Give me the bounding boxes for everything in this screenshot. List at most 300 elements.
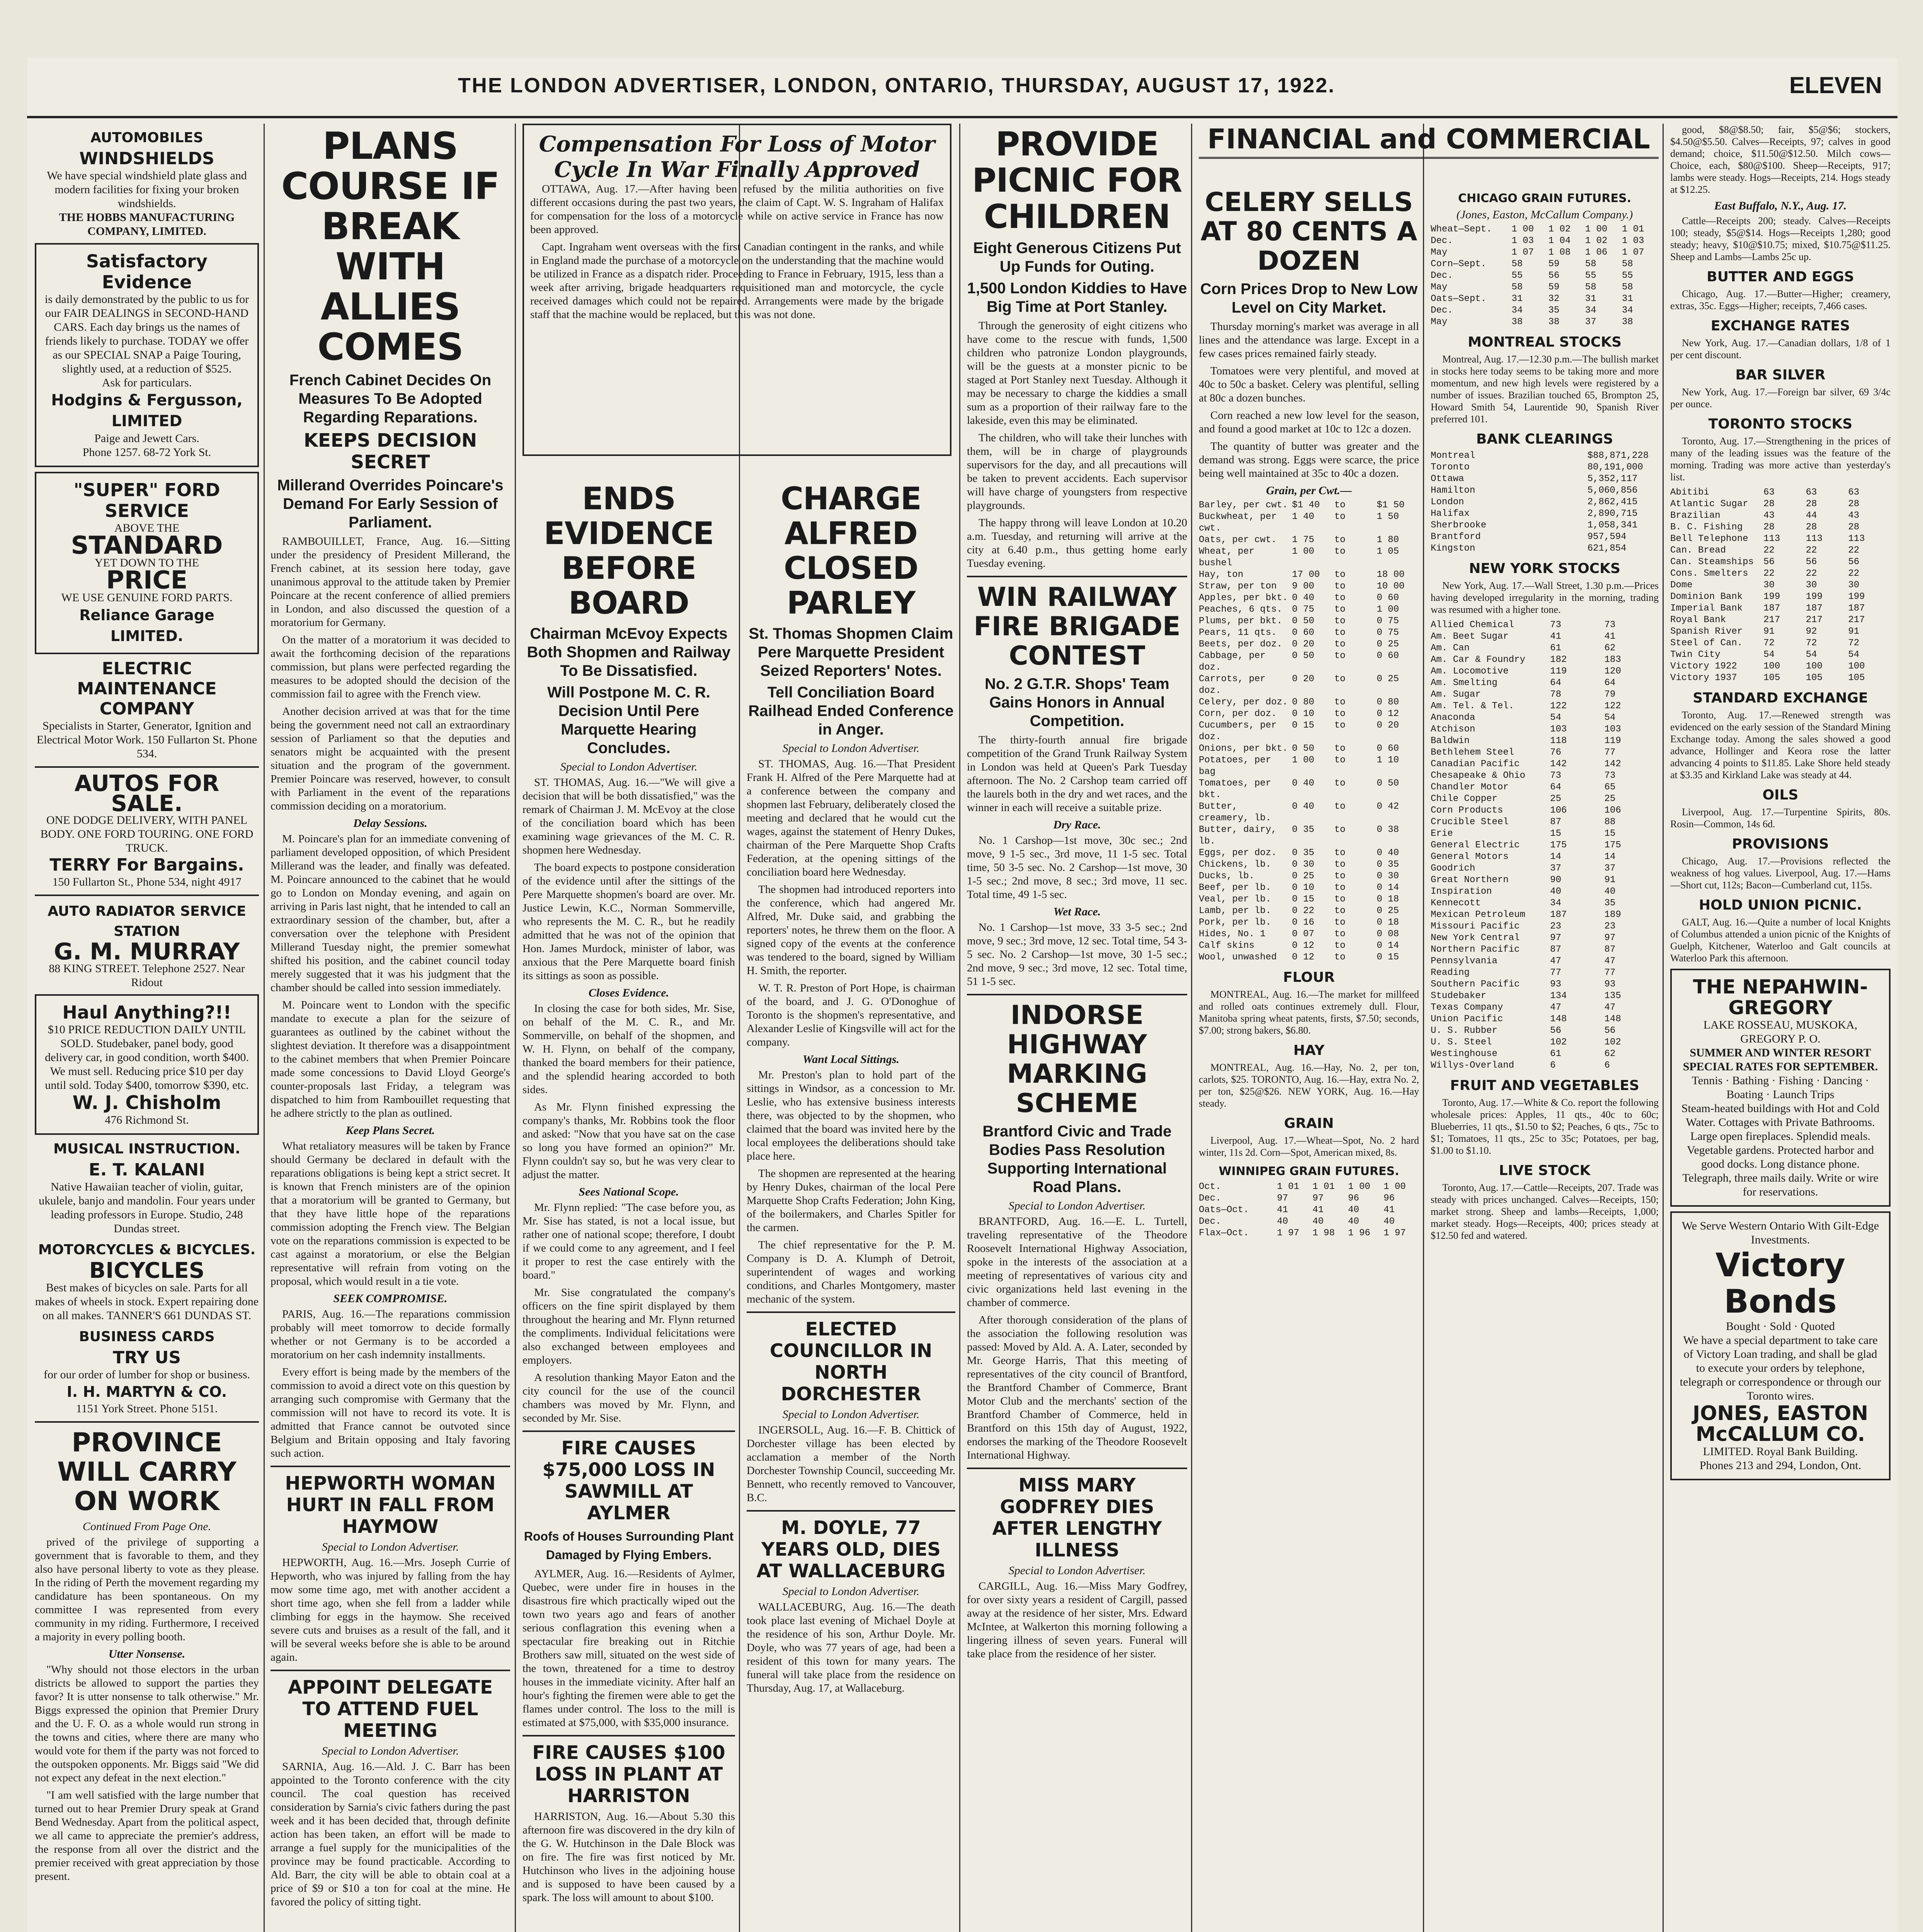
table-cell: 182 — [1550, 655, 1567, 665]
ad-ford-sub3: WE USE GENUINE FORD PARTS. — [61, 591, 233, 604]
ad-try-text: for our order of lumber for shop or business. — [43, 1368, 250, 1381]
table-cell: 103 — [1604, 724, 1621, 735]
market-row — [1199, 824, 1419, 847]
article-paragraph: The board expects to postpone consideration of the evidence until after the sittings of the Pere Marquette shopmen's board are over. Mr. Justice Lewin, K.C., Norman Sommerville, who represents the M. C. R., but he readily admitted that he was not of the opinion that Hon. James Murdock, minister of labor, was anxious that the Pere Marquette board finish its sittings as soon as possible. — [522, 861, 735, 982]
table-cell: Carrots, per doz. — [1199, 674, 1266, 696]
provisions-head: PROVISIONS — [1732, 836, 1829, 852]
table-cell: 1 02 — [1548, 224, 1571, 235]
table-cell: 43 — [1848, 510, 1860, 521]
market-row — [1199, 616, 1419, 627]
table-cell: Corn Products — [1431, 805, 1503, 816]
table-cell: 122 — [1550, 701, 1567, 711]
table-cell: Tomatoes, per bkt. — [1199, 778, 1271, 800]
article-paragraph: OTTAWA, Aug. 17.—After having been refused by the militia authorities on five different occasions during the past two years, the claim of Capt. W. S. Ingraham of Halifax for compensation for the loss of a motorcycle while on active service in France has now been approved. — [530, 183, 944, 236]
table-cell: Pork, per lb. — [1199, 917, 1271, 928]
table-cell: 0 25 — [1377, 906, 1399, 916]
table-cell: 175 — [1604, 840, 1621, 850]
table-cell: 87 — [1550, 944, 1561, 955]
table-cell: Oct. — [1199, 1182, 1221, 1192]
table-cell: May — [1431, 282, 1448, 293]
table-cell: to — [1334, 825, 1346, 835]
table-cell: 62 — [1604, 643, 1616, 653]
table-cell: 64 — [1550, 678, 1561, 688]
table-cell: 56 — [1548, 270, 1560, 281]
table-cell: Chesapeake & Ohio — [1431, 770, 1525, 781]
table-cell: 5,060,856 — [1587, 485, 1638, 496]
market-row — [1199, 882, 1419, 894]
table-cell: 0 07 — [1292, 929, 1314, 939]
flour-head: FLOUR — [1283, 969, 1335, 985]
table-cell: 32 — [1548, 294, 1560, 304]
headline-celery: CELERY SELLS AT 80 CENTS A DOZEN — [1200, 187, 1418, 276]
table-cell: Onions, per bkt. — [1199, 743, 1288, 754]
table-cell: 54 — [1763, 650, 1775, 660]
ad-hobbs: THE HOBBS MANUFACTURING COMPANY, LIMITED. — [59, 211, 235, 238]
table-cell: 30 — [1848, 580, 1860, 590]
table-cell: 0 25 — [1377, 639, 1399, 650]
table-cell: 0 20 — [1292, 639, 1314, 650]
table-cell: 63 — [1848, 487, 1860, 498]
table-cell: Ottawa — [1431, 474, 1464, 484]
ny-stock-row — [1431, 874, 1659, 886]
table-cell: 0 25 — [1292, 871, 1314, 881]
market-row — [1199, 743, 1419, 755]
table-cell: B. C. Fishing — [1670, 522, 1743, 532]
article-paragraph: The thirty-fourth annual fire brigade competition of the Grand Trunk Railway System in London was held at Queen's Park Tuesday afternoon. The No. 2 Carshop team carried off the laurels both in the dry and wet races, and the winner in each will receive a suitable prize. — [967, 734, 1187, 814]
table-cell: 134 — [1550, 991, 1567, 1001]
table-cell: 41 — [1550, 631, 1561, 642]
article-paragraph: HEPWORTH, Aug. 16.—Mrs. Joseph Currie of Hepworth, who was injured by falling from the hay mow some time ago, met with another accident a short time ago, when she fell from a ladder while climbing for eggs in the haymow. She received severe cuts and bruises as a result of the fall, and it will be several weeks before she is able to be around again. — [271, 1556, 510, 1663]
table-cell: 38 — [1511, 317, 1523, 327]
article-paragraph: MONTREAL, Aug. 16.—Hay, No. 2, per ton, carlots, $25. TORONTO, Aug. 16.—Hay, extra No. 2, per ton, $25@$26. NEW YORK, Aug. 16.—Hay steady. — [1199, 1062, 1419, 1109]
table-cell: 1 98 — [1312, 1228, 1335, 1238]
ny-stock-row — [1431, 828, 1659, 840]
article-paragraph: Liverpool, Aug. 17.—Turpentine Spirits, 80s. Rosin—Common, 14s 6d. — [1670, 806, 1891, 830]
table-cell: 0 22 — [1292, 906, 1314, 916]
table-cell: General Motors — [1431, 852, 1509, 862]
section-business: BUSINESS CARDS — [79, 1329, 215, 1345]
table-cell: 47 — [1604, 956, 1616, 966]
table-cell: 217 — [1848, 615, 1865, 625]
market-row — [1199, 500, 1419, 511]
column-rule — [1663, 124, 1664, 1932]
table-cell: to — [1334, 906, 1346, 916]
table-cell: 22 — [1806, 568, 1817, 579]
table-cell: 18 00 — [1377, 570, 1405, 580]
table-cell: 1 00 — [1384, 1182, 1406, 1192]
table-cell: 175 — [1550, 840, 1567, 850]
headline-appoint: APPOINT DELEGATE TO ATTEND FUEL MEETING — [288, 1677, 493, 1742]
table-cell: 96 — [1384, 1193, 1395, 1204]
divider — [522, 1430, 735, 1432]
table-cell: May — [1431, 247, 1448, 258]
market-row — [1199, 592, 1419, 604]
table-cell: 97 — [1604, 933, 1616, 943]
table-cell: General Electric — [1431, 840, 1520, 850]
table-cell: 41 — [1312, 1205, 1324, 1215]
headline-picnic: PROVIDE PICNIC FOR CHILDREN — [972, 125, 1182, 236]
compensation-box — [522, 124, 951, 471]
table-cell: 621,854 — [1587, 543, 1627, 554]
table-cell: Hides, No. 1 — [1199, 929, 1266, 939]
table-cell: 30 — [1763, 580, 1775, 590]
table-cell: 957,594 — [1587, 532, 1627, 542]
table-cell: Flax—Oct. — [1199, 1228, 1249, 1238]
table-cell: Straw, per ton — [1199, 581, 1277, 592]
table-cell: 77 — [1604, 747, 1616, 758]
table-cell: 1 06 — [1585, 247, 1608, 258]
article-paragraph: BRANTFORD, Aug. 16.—E. L. Turtell, traveling representative of the Theodore Roosevelt International Highway Association, spoke in the interests of the association at a meeting of representatives of various city and civic organizations held last evening in the chamber of commerce. — [967, 1215, 1187, 1309]
table-cell: 0 14 — [1377, 883, 1399, 893]
table-cell: Canadian Pacific — [1431, 759, 1520, 769]
chicago-table — [1431, 224, 1659, 328]
table-cell: 34 — [1511, 305, 1523, 316]
table-cell: 0 60 — [1377, 743, 1399, 754]
article-paragraph: Mr. Sise congratulated the company's officers on the fine spirit displayed by them throughout the hearing and Mr. Flynn returned the compliments. Individual felicitations were also exchanged between employees and employers. — [522, 1286, 735, 1366]
table-cell: 217 — [1806, 615, 1823, 625]
divider — [747, 1510, 955, 1512]
article-paragraph: prived of the privilege of supporting a government that is favorable to them, and they also have personal liberty to vote as they please. In the riding of Perth the movement regarding my candidature has been spontaneous. On my committee I was represented from every community in my riding. Furthermore, I received a majority in every polling booth. — [35, 1536, 259, 1643]
compensation-box-frame — [522, 124, 951, 456]
table-cell: 2,890,715 — [1587, 509, 1638, 519]
market-row — [1199, 673, 1419, 697]
ad-kalani: E. T. KALANI — [88, 1160, 205, 1180]
table-cell: 58 — [1622, 259, 1633, 269]
victory-intro: We Serve Western Ontario With Gilt-Edge Investments. — [1681, 1219, 1879, 1246]
headline-doyle: M. DOYLE, 77 YEARS OLD, DIES AT WALLACEBURG — [756, 1517, 946, 1582]
table-cell: 55 — [1511, 270, 1523, 281]
table-cell: 59 — [1548, 282, 1560, 293]
table-cell: 1 00 — [1292, 546, 1314, 557]
silver-head: BAR SILVER — [1735, 367, 1826, 383]
table-cell: 58 — [1585, 259, 1596, 269]
table-cell: 63 — [1763, 487, 1775, 498]
market-row — [1199, 604, 1419, 616]
headline-fire-harriston: FIRE CAUSES $100 LOSS IN PLANT AT HARRISTON — [532, 1742, 725, 1807]
ny-stock-row — [1431, 747, 1659, 759]
ad-try-us: TRY US — [112, 1348, 181, 1367]
ny-stock-row — [1431, 1002, 1659, 1014]
ny-stock-row — [1431, 689, 1659, 701]
table-cell: 76 — [1550, 747, 1561, 758]
byline: Special to London Advertiser. — [782, 742, 920, 755]
bank-row — [1431, 508, 1659, 520]
table-cell: 119 — [1604, 736, 1621, 746]
table-cell: 34 — [1550, 898, 1561, 908]
table-cell: 38 — [1622, 317, 1633, 327]
nepahwin-activities: Tennis · Bathing · Fishing · Dancing · Boating · Launch Trips — [1692, 1074, 1869, 1101]
ad-autos-sale-text: ONE DODGE DELIVERY, WITH PANEL BODY. ONE FORD TOURING. ONE FORD TRUCK. — [40, 814, 254, 854]
nepahwin-title: THE NEPAHWIN-GREGORY — [1693, 976, 1868, 1019]
headline-plans-course: PLANS COURSE IF BREAK WITH ALLIES COMES — [281, 124, 500, 369]
table-cell: 0 75 — [1377, 628, 1399, 638]
table-cell: 54 — [1550, 713, 1561, 723]
table-cell: 59 — [1548, 259, 1560, 269]
table-cell: 79 — [1604, 689, 1616, 700]
union-picnic-head: HOLD UNION PICNIC. — [1699, 897, 1862, 913]
market-row — [1199, 859, 1419, 871]
headline-elected: ELECTED COUNCILLOR IN NORTH DORCHESTER — [769, 1318, 933, 1405]
column-7 — [1431, 185, 1659, 1932]
table-cell: Am. Can — [1431, 643, 1470, 653]
table-cell: Missouri Pacific — [1431, 921, 1520, 932]
table-cell: 118 — [1550, 736, 1567, 746]
table-cell: 0 50 — [1292, 616, 1314, 626]
table-cell: Imperial Bank — [1670, 603, 1743, 614]
table-cell: 5,352,117 — [1587, 474, 1638, 484]
table-cell: Ducks, lb. — [1199, 871, 1255, 881]
table-cell: 40 — [1384, 1216, 1395, 1227]
toronto-table — [1670, 487, 1891, 684]
table-cell: 55 — [1622, 270, 1633, 281]
table-cell: Southern Pacific — [1431, 979, 1520, 990]
ad-terry: TERRY For Bargains. — [49, 855, 244, 875]
table-cell: to — [1334, 570, 1346, 580]
table-cell: 90 — [1550, 875, 1561, 885]
table-cell: Can. Steamships — [1670, 557, 1754, 567]
table-cell: Brazilian — [1670, 510, 1720, 521]
live-head: LIVE STOCK — [1499, 1163, 1591, 1179]
divider — [35, 1421, 259, 1423]
headline-godfrey: MISS MARY GODFREY DIES AFTER LENGTHY ILLNESS — [992, 1475, 1162, 1561]
winnipeg-row — [1199, 1216, 1419, 1228]
table-cell: Victory 1922 — [1670, 661, 1737, 672]
divider — [747, 1311, 955, 1313]
deck: 1,500 London Kiddies to Have Big Time at Port Stanley. — [967, 280, 1187, 315]
table-cell: 38 — [1548, 317, 1560, 327]
table-cell: Celery, per doz. — [1199, 697, 1288, 707]
table-cell: to — [1334, 894, 1346, 905]
winnipeg-table — [1199, 1181, 1419, 1239]
table-cell: 64 — [1550, 782, 1561, 793]
ad-ford — [35, 472, 259, 654]
toronto-stock-row — [1670, 591, 1891, 603]
table-cell: 40 — [1277, 1216, 1288, 1227]
table-cell: Twin City — [1670, 650, 1720, 660]
article-paragraph: M. Poincare's plan for an immediate convening of parliament developed opposition, of which President Millerand was the leader, and finally was defeated. M. Poincare announced to the cabinet that he would go to London on Monday evening, and again on arriving in Paris last night, that he intended to call an extraordinary session of the chamber, but, after a conversation over the telephone with President Millerand Tuesday night, the premier somewhat shifted his position, and the cabinet council today merely suggested that it was his judgment that the chamber should be called into session immediately. — [271, 833, 510, 994]
table-cell: 37 — [1585, 317, 1596, 327]
ny-stock-row — [1431, 793, 1659, 805]
table-cell: 28 — [1806, 522, 1817, 532]
article-paragraph: Toronto, Aug. 17.—White & Co. report the following wholesale prices: Apples, 11 qts., 40c to 60c; Blueberries, 11 qts., $1.50 to $2; Peaches, 6 qts., 75c to $1; Tomatoes, 11 qts., 25c to 35c; Potatoes, per bag, $1.00 to $1.10. — [1431, 1097, 1659, 1156]
table-cell: 65 — [1604, 782, 1616, 793]
table-cell: 1 00 — [1585, 224, 1608, 235]
table-cell: London — [1431, 497, 1464, 507]
ny-table — [1431, 619, 1659, 1071]
article-paragraph: Mr. Preston's plan to hold part of the sittings in Windsor, as a concession to Mr. Leslie, who has extensive business interests there, was objected to by the shopmen, who claimed that the board was invited here by the local employees the deliberations should take place here. — [747, 1069, 955, 1162]
column-5 — [967, 124, 1187, 1932]
table-cell: Barley, per cwt. — [1199, 500, 1288, 510]
table-cell: $88,871,228 — [1587, 451, 1649, 461]
table-cell: Kingston — [1431, 543, 1475, 554]
table-cell: 1 40 — [1292, 512, 1314, 522]
table-cell: Chandler Motor — [1431, 782, 1509, 793]
table-cell: 93 — [1550, 979, 1561, 990]
table-cell: 0 12 — [1292, 952, 1314, 963]
table-cell: 0 75 — [1292, 604, 1314, 615]
table-cell: 6 — [1550, 1060, 1556, 1071]
ny-stock-row — [1431, 990, 1659, 1002]
market-row — [1199, 534, 1419, 546]
ad-hodgins-phone: Phone 1257. 68-72 York St. — [82, 446, 211, 459]
table-cell: 106 — [1604, 805, 1621, 816]
market-row — [1199, 627, 1419, 639]
chicago-row — [1431, 305, 1659, 316]
table-cell: Am. Smelting — [1431, 678, 1498, 688]
market-row — [1199, 871, 1419, 882]
ny-stock-row — [1431, 712, 1659, 724]
table-cell: 0 75 — [1377, 616, 1399, 626]
ny-stock-row — [1431, 909, 1659, 921]
ny-stock-row — [1431, 840, 1659, 851]
table-cell: Am. Tel. & Tel. — [1431, 701, 1515, 711]
table-cell: 0 15 — [1377, 952, 1399, 963]
table-cell: Bell Telephone — [1670, 534, 1748, 544]
ad-autos-sale-title: AUTOS FOR SALE. — [74, 770, 220, 816]
table-cell: 28 — [1806, 499, 1817, 509]
table-cell: Sherbrooke — [1431, 520, 1487, 531]
article-paragraph: No. 1 Carshop—1st move, 33 3-5 sec.; 2nd move, 9 sec.; 3rd move, 12 sec. Total time, 54 3-5 sec. No. 2 Carshop—1st move, 30 1-5 sec.; 2nd move, 9 sec.; 3rd move, 12 sec. Total time, 51 1-5 sec. — [967, 921, 1187, 988]
table-cell: 0 80 — [1377, 697, 1399, 707]
subhead: Sees National Scope. — [579, 1185, 679, 1198]
table-cell: Beef, per lb. — [1199, 883, 1271, 893]
table-cell: 1 03 — [1622, 236, 1644, 246]
article-paragraph: The quantity of butter was greater and the demand was strong. Eggs were scarce, the price being well maintained at 35c to 40c a dozen. — [1199, 440, 1419, 480]
table-cell: 73 — [1550, 770, 1561, 781]
table-cell: 77 — [1604, 968, 1616, 978]
section-autos: AUTOMOBILES — [90, 130, 203, 146]
ad-chisholm-addr: 476 Richmond St. — [105, 1114, 189, 1126]
table-cell: 1 01 — [1277, 1182, 1299, 1192]
headline-ends-evidence: ENDS EVIDENCE BEFORE BOARD — [544, 481, 714, 621]
table-cell: to — [1334, 743, 1346, 754]
table-cell: 1 97 — [1277, 1228, 1299, 1238]
headline-highway: INDORSE HIGHWAY MARKING SCHEME — [1007, 1000, 1147, 1119]
table-cell: to — [1334, 883, 1346, 893]
table-cell: 41 — [1277, 1205, 1288, 1215]
market-row — [1199, 801, 1419, 824]
deck: French Cabinet Decides On Measures To Be Adopted Regarding Reparations. — [289, 372, 492, 426]
table-cell: 47 — [1550, 1002, 1561, 1013]
article-paragraph: Montreal, Aug. 17.—12.30 p.m.—The bullish market in stocks here today seems to be taking more and more momentum, and new high levels were registered by a number of issues. Brazilian touched 65, Brompton 25, Howard Smith 54, Laurentide 90, Spanish River preferred 101. — [1431, 354, 1659, 425]
toronto-head: TORONTO STOCKS — [1708, 416, 1853, 432]
table-cell: 119 — [1550, 666, 1567, 677]
table-cell: 187 — [1550, 910, 1567, 920]
table-cell: Abitibi — [1670, 487, 1709, 498]
table-cell: 135 — [1604, 991, 1621, 1001]
financial-title: FINANCIAL and COMMERCIAL — [1199, 124, 1659, 159]
table-cell: 103 — [1550, 724, 1567, 735]
article-paragraph: MONTREAL, Aug. 16.—The market for millfeed and rolled oats continues extremely dull. Flour, Manitoba spring wheat patents, firsts, $7.50; seconds, $7.00; strong bakers, $6.80. — [1199, 989, 1419, 1036]
bank-row — [1431, 497, 1659, 508]
table-cell: Cons. Smelters — [1670, 568, 1748, 579]
article-paragraph: The chief representative for the P. M. Company is D. A. Klumph of Detroit, superintendent of wages and working conditions, and Charles Montgomery, master mechanic of the system. — [747, 1239, 955, 1305]
article-paragraph: Cattle—Receipts 200; steady. Calves—Receipts 100; steady, $5@$14. Hogs—Receipts 1,280; good steady; heavy, $10@$10.75; mixed, $10.75@$11.25. Sheep and Lambs—Lambs 25c up. — [1670, 215, 1891, 262]
table-cell: 0 35 — [1292, 848, 1314, 858]
table-cell: Can. Bread — [1670, 545, 1726, 556]
table-cell: 88 — [1604, 817, 1616, 827]
ny-stock-row — [1431, 921, 1659, 932]
table-cell: to — [1334, 593, 1346, 603]
table-cell: 54 — [1848, 650, 1860, 660]
hay-head: HAY — [1293, 1043, 1325, 1058]
table-cell: 0 18 — [1377, 894, 1399, 905]
deck: Eight Generous Citizens Put Up Funds for Outing. — [973, 240, 1181, 275]
table-cell: 6 — [1604, 1060, 1610, 1071]
column-6 — [1199, 185, 1419, 1932]
market-row — [1199, 929, 1419, 940]
table-cell: Hamilton — [1431, 485, 1475, 496]
table-cell: 142 — [1604, 759, 1621, 769]
table-cell: 0 50 — [1292, 651, 1314, 661]
table-cell: to — [1334, 929, 1346, 939]
table-cell: 1 80 — [1377, 535, 1399, 545]
table-cell: 0 40 — [1292, 801, 1314, 812]
ny-stock-row — [1431, 932, 1659, 944]
bank-row — [1431, 450, 1659, 462]
table-cell: Veal, per lb. — [1199, 894, 1271, 905]
toronto-stock-row — [1670, 568, 1891, 580]
market-row — [1199, 720, 1419, 743]
table-cell: 1 50 — [1377, 512, 1399, 522]
article-paragraph: Through the generosity of eight citizens who have come to the rescue with funds, 1,500 children who patronize London playgrounds, will be the guests at a monster picnic to be staged at Port Stanley next Tuesday. Although it may be necessary to charge the kiddies a small sum as a proportion of their railway fare to the lakeside, even this may be eliminated. — [967, 320, 1187, 427]
table-cell: Northern Pacific — [1431, 944, 1520, 955]
table-cell: Wool, unwashed — [1199, 952, 1277, 963]
table-cell: 40 — [1348, 1216, 1359, 1227]
deck: Roofs of Houses Surrounding Plant Damaged by Flying Embers. — [524, 1529, 734, 1562]
market-row — [1199, 569, 1419, 581]
divider — [271, 1466, 510, 1467]
table-cell: 91 — [1763, 626, 1775, 637]
table-cell: 0 50 — [1377, 778, 1399, 789]
table-cell: 28 — [1763, 522, 1775, 532]
table-cell: 22 — [1763, 568, 1775, 579]
ny-stock-row — [1431, 1025, 1659, 1037]
ny-stock-row — [1431, 735, 1659, 747]
article-paragraph: The shopmen are represented at the hearing by Henry Dukes, chairman of the local Pere Marquette Shop Crafts Federation; John King, of the boilermakers, and Charles Spitler for the carmen. — [747, 1167, 955, 1234]
ny-head: NEW YORK STOCKS — [1469, 561, 1620, 577]
winnipeg-row — [1199, 1181, 1419, 1193]
ny-stock-row — [1431, 1014, 1659, 1025]
article-paragraph: Corn reached a new low level for the season, and found a good market at 10c to 12c a dozen. — [1199, 409, 1419, 435]
newspaper-page — [27, 58, 1897, 1932]
table-cell: 0 50 — [1292, 743, 1314, 754]
table-cell: 0 80 — [1292, 697, 1314, 707]
divider — [967, 1468, 1187, 1469]
table-cell: 22 — [1763, 545, 1775, 556]
table-cell: to — [1334, 535, 1346, 545]
chicago-row — [1431, 293, 1659, 305]
article-paragraph: The children, who will take their lunches with them, will be in charge of playgrounds supervisors for the day, and all precautions will be taken to prevent accidents. Each supervisor will have charge of youngsters from respective playgrounds. — [967, 432, 1187, 512]
table-cell: to — [1334, 801, 1346, 812]
article-paragraph: RAMBOUILLET, France, Aug. 16.—Sitting under the presidency of President Millerand, the French cabinet, at its session here today, gave unanimous approval to the attitude taken by Premier Poincare at the recent conference of allied premiers in London, and also discussed the question of a moratorium for Germany. — [271, 535, 510, 629]
toronto-stock-row — [1670, 638, 1891, 649]
table-cell: 28 — [1848, 499, 1860, 509]
bank-head: BANK CLEARINGS — [1476, 431, 1613, 447]
subhead: Wet Race. — [1053, 905, 1101, 918]
table-cell: 22 — [1806, 545, 1817, 556]
table-cell: Wheat—Sept. — [1431, 224, 1492, 235]
table-cell: 0 38 — [1377, 825, 1399, 835]
bank-row — [1431, 485, 1659, 497]
ny-stock-row — [1431, 898, 1659, 909]
table-cell: $1 40 — [1292, 500, 1320, 510]
article-paragraph: SARNIA, Aug. 16.—Ald. J. C. Barr has been appointed to the Toronto conference with the city council. The coal question has received consideration by Sarnia's civic fathers during the past week and it has been decided that, through definite action has been taken, an effort will be made to arrange a fuel supply for the municipalities of the province may be found practicable. According to Ald. Barr, the city will be able to obtain coal at a price of $9 or $10 a ton for coal at the mine. He favored the policy of sitting tight. — [271, 1760, 510, 1908]
subhead: East Buffalo, N.Y., Aug. 17. — [1714, 199, 1847, 212]
table-cell: 1 96 — [1348, 1228, 1370, 1238]
subhead-utter: Utter Nonsense. — [108, 1648, 185, 1660]
ny-stock-row — [1431, 886, 1659, 898]
